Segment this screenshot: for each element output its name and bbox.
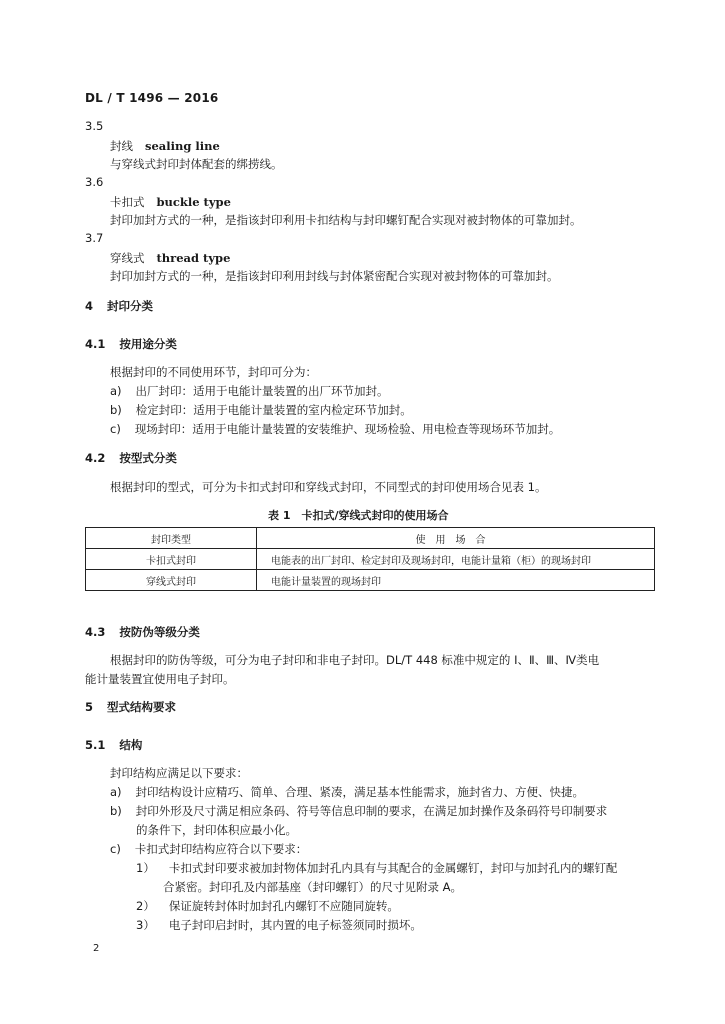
- list-marker: 3）: [136, 918, 155, 932]
- section-4-3-heading: [85, 624, 200, 640]
- section-number: 5: [85, 700, 94, 714]
- section-title: 结构: [119, 738, 143, 752]
- paragraph: 根据封印的型式，可分为卡扣式封印和穿线式封印，不同型式的封印使用场合见表 1。: [110, 480, 547, 494]
- section-number: 3.7: [85, 231, 104, 245]
- list-marker: 2）: [136, 899, 155, 913]
- table-header-cell: 使用场合: [257, 528, 655, 549]
- paragraph-line: 能计量装置宜使用电子封印。: [85, 672, 235, 686]
- table-row: [86, 570, 655, 591]
- table-1: [85, 527, 655, 591]
- list-text: 检定封印：适用于电能计量装置的室内检定环节加封。: [135, 403, 412, 417]
- term-definition: 封印加封方式的一种，是指该封印利用封线与封体紧密配合实现对被封物体的可靠加封。: [110, 269, 559, 283]
- list-text: 封印结构设计应精巧、简单、合理、紧凑，满足基本性能需求，施封省力、方便、快捷。: [135, 785, 585, 799]
- sub-list-item: [136, 860, 617, 876]
- term-chinese: 穿线式: [110, 251, 145, 265]
- section-number: 3.5: [85, 119, 104, 133]
- section-number: 3.6: [85, 175, 104, 189]
- page-number: 2: [93, 943, 100, 954]
- list-marker: 1）: [136, 861, 155, 875]
- section-number: 4.3: [85, 625, 106, 639]
- list-text: 保证旋转封体时加封孔内螺钉不应随同旋转。: [168, 899, 399, 913]
- list-marker: a): [110, 785, 122, 799]
- sub-list-item: [136, 898, 399, 914]
- list-item: [110, 421, 560, 437]
- term-english: buckle type: [156, 195, 231, 209]
- list-item: [110, 803, 607, 819]
- term-heading: [110, 250, 230, 266]
- section-number: 5.1: [85, 738, 106, 752]
- table-cell: 穿线式封印: [86, 570, 257, 591]
- table-row: [86, 549, 655, 570]
- list-text: 卡扣式封印结构应符合以下要求：: [134, 842, 308, 856]
- list-text: 卡扣式封印要求被加封物体加封孔内具有与其配合的金属螺钉，封印与加封孔内的螺钉配: [168, 861, 618, 875]
- term-heading: [110, 138, 220, 154]
- term-chinese: 卡扣式: [110, 195, 145, 209]
- list-item: [110, 402, 412, 418]
- section-title: 型式结构要求: [107, 700, 177, 714]
- standard-code: DL / T 1496 — 2016: [85, 91, 219, 105]
- section-title: 按防伪等级分类: [119, 625, 200, 639]
- term-english: thread type: [156, 251, 231, 265]
- section-title: 按用途分类: [119, 337, 177, 351]
- list-text-continuation: 合紧密。封印孔及内部基座（封印螺钉）的尺寸见附录 A。: [163, 880, 463, 894]
- section-5-1-heading: [85, 737, 142, 753]
- table-caption: 表 1 卡扣式/穿线式封印的使用场合: [268, 509, 449, 522]
- term-heading: [110, 194, 231, 210]
- table-cell: 卡扣式封印: [86, 549, 257, 570]
- section-number: 4: [85, 299, 94, 313]
- paragraph-line: 根据封印的防伪等级，可分为电子封印和非电子封印。DL/T 448 标准中规定的 Ⅰ、Ⅱ、Ⅲ、Ⅳ类电: [110, 653, 600, 667]
- list-text: 现场封印：适用于电能计量装置的安装维护、现场检验、用电检查等现场环节加封。: [134, 422, 561, 436]
- list-marker: a): [110, 384, 122, 398]
- list-marker: b): [110, 804, 122, 818]
- sub-list-item: [136, 917, 422, 933]
- paragraph: 封印结构应满足以下要求：: [110, 766, 248, 780]
- table-header-cell: 封印类型: [86, 528, 257, 549]
- list-marker: c): [110, 842, 121, 856]
- paragraph: 根据封印的不同使用环节，封印可分为：: [110, 365, 317, 379]
- table-header-row: [86, 528, 655, 549]
- section-4-heading: [85, 298, 153, 314]
- list-marker: b): [110, 403, 122, 417]
- list-text: 电子封印启封时，其内置的电子标签须同时损坏。: [168, 918, 422, 932]
- section-title: 按型式分类: [119, 451, 177, 465]
- section-5-heading: [85, 699, 176, 715]
- term-chinese: 封线: [110, 139, 133, 153]
- list-marker: c): [110, 422, 121, 436]
- section-number: 4.2: [85, 451, 106, 465]
- term-definition: 封印加封方式的一种，是指该封印利用卡扣结构与封印螺钉配合实现对被封物体的可靠加封。: [110, 213, 582, 227]
- list-item: [110, 784, 584, 800]
- list-text: 出厂封印：适用于电能计量装置的出厂环节加封。: [135, 384, 389, 398]
- section-title: 封印分类: [107, 299, 154, 313]
- section-4-1-heading: [85, 336, 177, 352]
- list-item: [110, 383, 389, 399]
- term-definition: 与穿线式封印封体配套的绑捞线。: [110, 157, 283, 171]
- list-item: [110, 841, 307, 857]
- section-4-2-heading: [85, 450, 177, 466]
- section-number: 4.1: [85, 337, 106, 351]
- table-cell: 电能计量装置的现场封印: [257, 570, 655, 591]
- table-cell: 电能表的出厂封印、检定封印及现场封印，电能计量箱（柜）的现场封印: [257, 549, 655, 570]
- term-english: sealing line: [145, 139, 220, 153]
- list-text-continuation: 的条件下，封印体积应最小化。: [136, 823, 297, 837]
- list-text: 封印外形及尺寸满足相应条码、符号等信息印制的要求，在满足加封操作及条码符号印制要求: [135, 804, 608, 818]
